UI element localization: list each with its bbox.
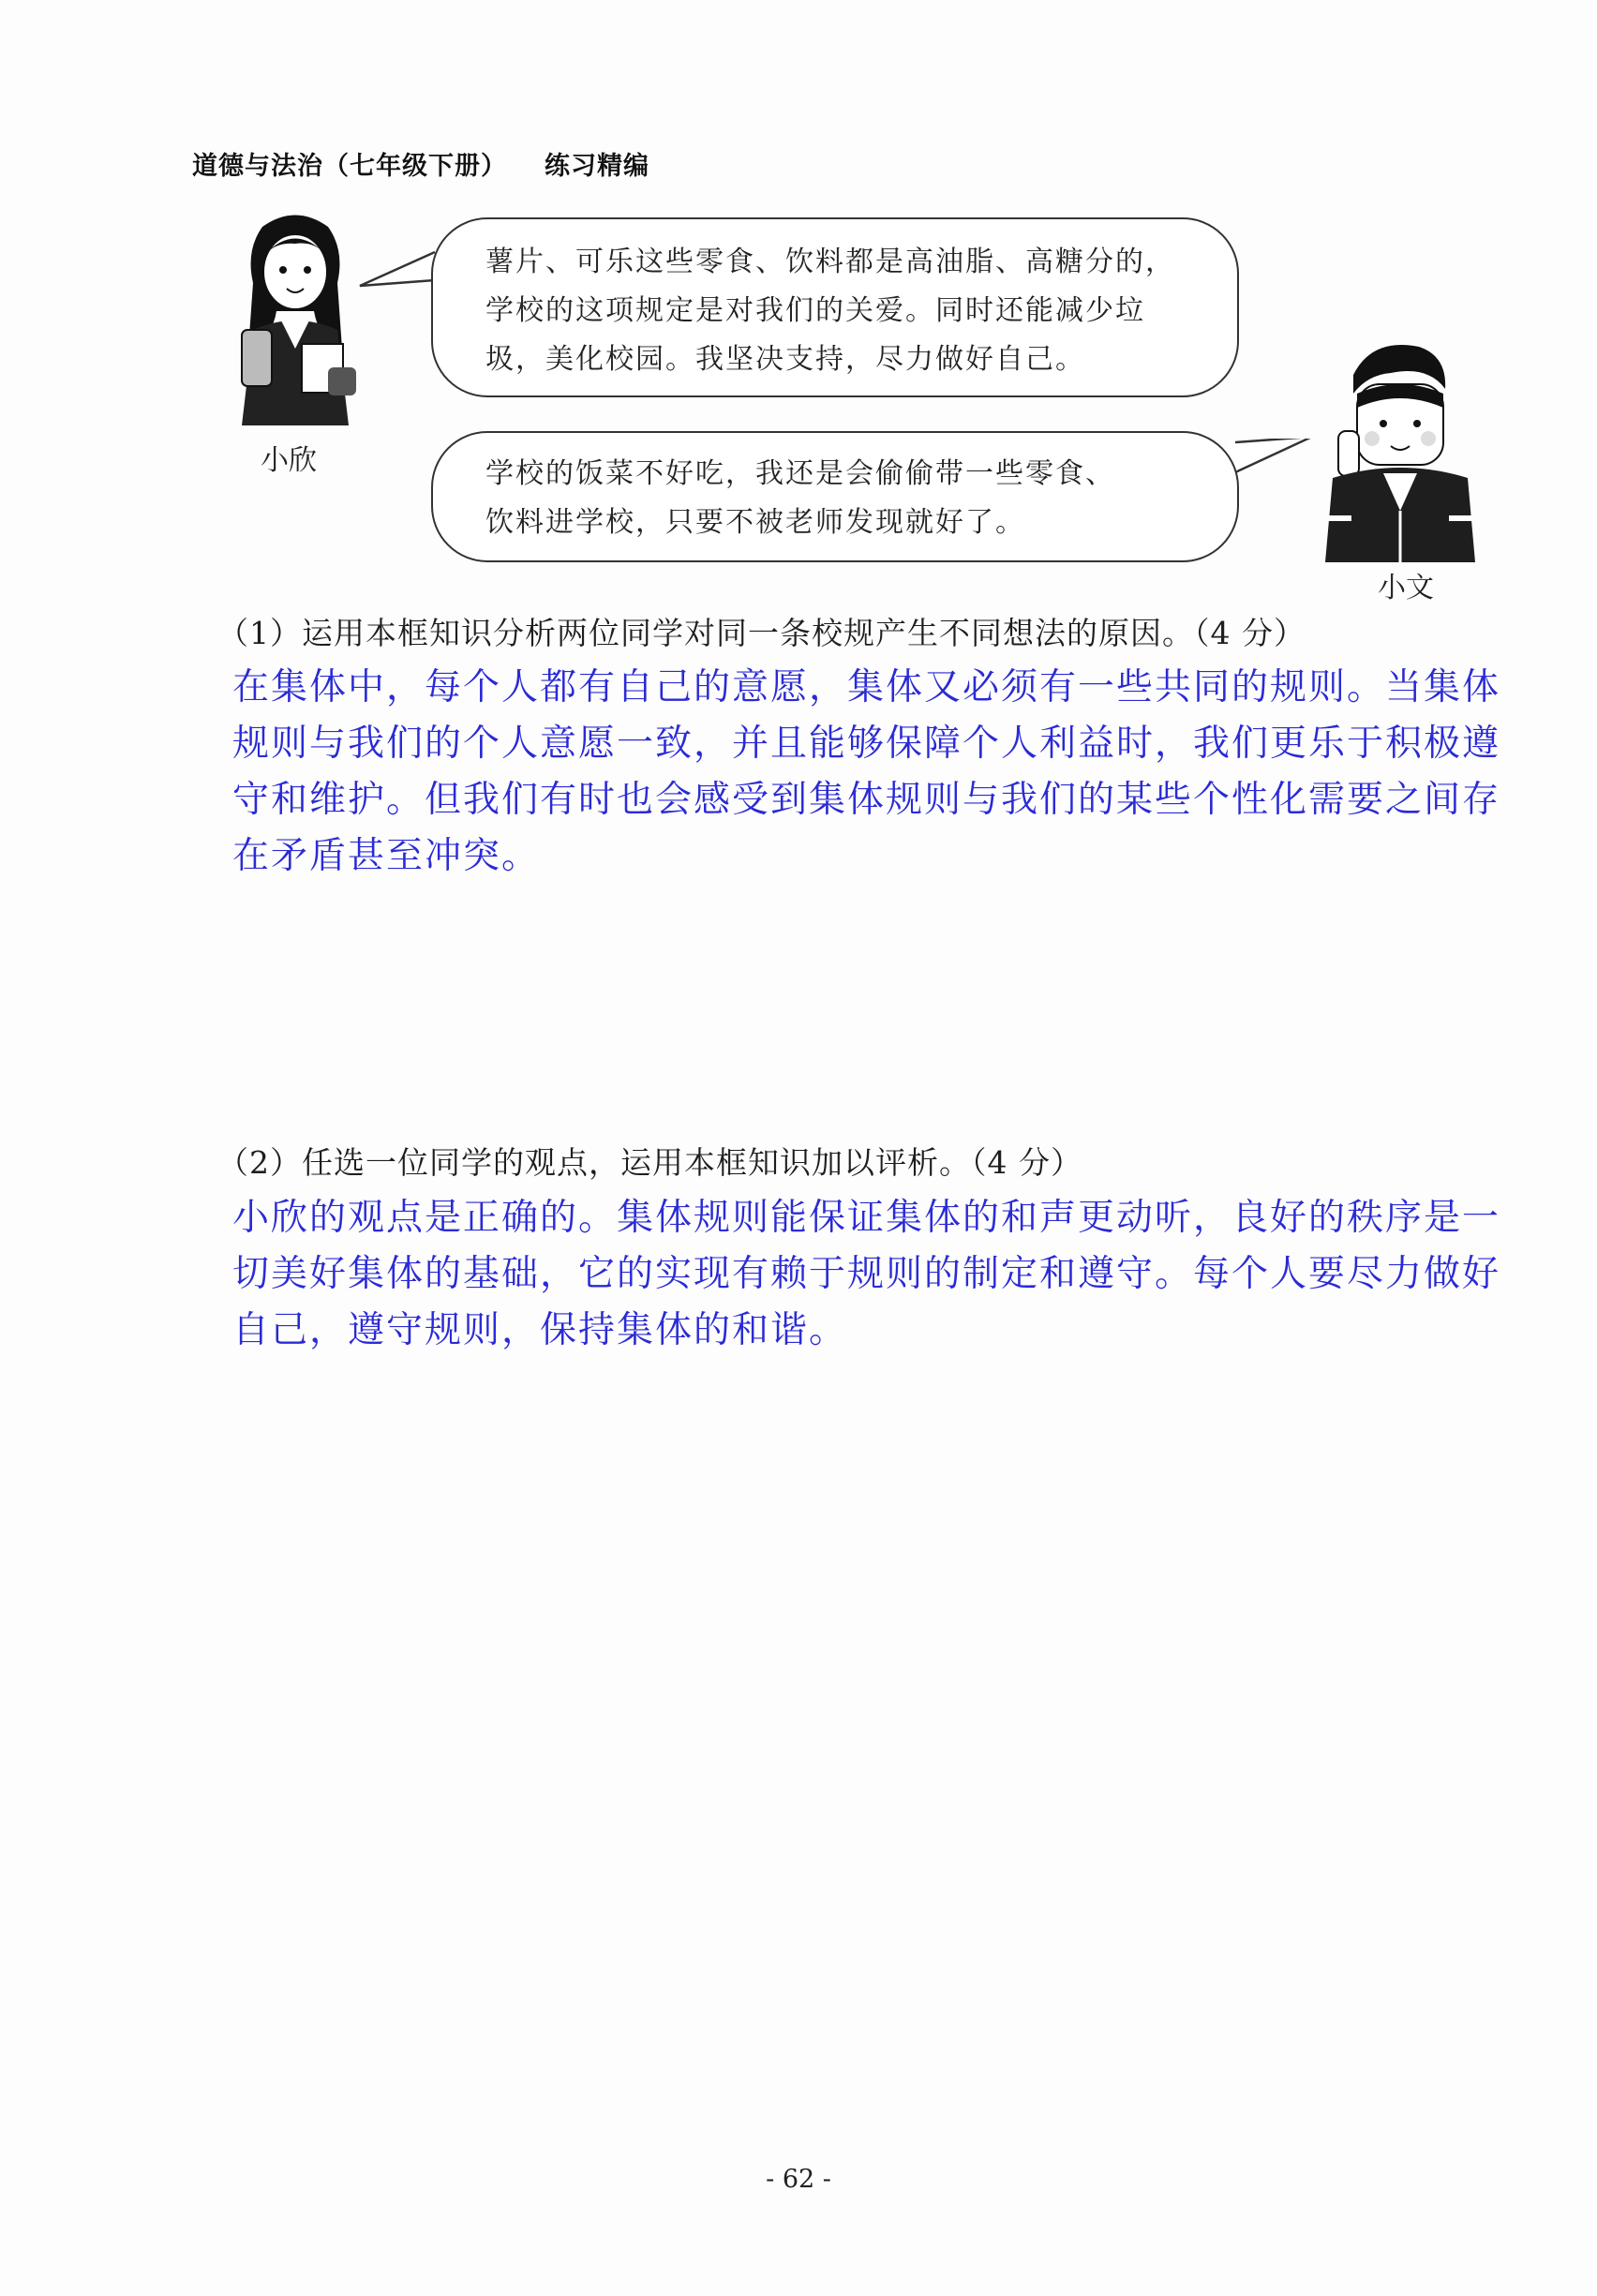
bubble-line: 圾，美化校园。我坚决支持，尽力做好自己。	[485, 343, 1085, 376]
book-title: 道德与法治（七年级下册）	[192, 152, 507, 181]
question-2-answer: 小欣的观点是正确的。集体规则能保证集体的和声更动听，良好的秩序是一切美好集体的基础，它的实现有赖于规则的制定和遵守。每个人要尽力做好自己，遵守规则，保持集体的和谐。	[232, 1197, 1501, 1351]
question-1-answer: 在集体中，每个人都有自己的意愿，集体又必须有一些共同的规则。当集体规则与我们的个人意愿一致，并且能够保障个人利益时，我们更乐于积极遵守和维护。但我们有时也会感受到集体规则与我们的某些个性化需要之间存在矛盾甚至冲突。	[232, 666, 1501, 877]
bubble-line: 学校的这项规定是对我们的关爱。同时还能减少垃	[485, 294, 1145, 327]
bubble-line: 学校的饭菜不好吃，我还是会偷偷带一些零食、	[485, 457, 1115, 490]
girl-illustration	[225, 208, 366, 425]
speaker-name-xiaowen: 小文	[1378, 572, 1434, 604]
speech-bubble-xiaowen	[431, 431, 1239, 562]
question-2-prompt: （2）任选一位同学的观点，运用本框知识加以评析。（4 分）	[217, 1144, 1082, 1181]
speech-bubble-xiaoxin	[431, 217, 1239, 397]
book-subtitle: 练习精编	[545, 152, 649, 181]
bubble-line: 饮料进学校，只要不被老师发现就好了。	[485, 506, 1025, 539]
page-header	[192, 145, 649, 182]
page-number: - 62 -	[766, 2165, 831, 2194]
speaker-name-xiaoxin: 小欣	[261, 444, 317, 477]
bubble-line: 薯片、可乐这些零食、饮料都是高油脂、高糖分的，	[485, 246, 1175, 278]
speech-bubble-tail	[1230, 439, 1316, 485]
speech-bubble-tail	[356, 248, 440, 295]
question-1-prompt: （1）运用本框知识分析两位同学对同一条校规产生不同想法的原因。（4 分）	[217, 615, 1306, 651]
boy-illustration	[1316, 337, 1481, 562]
